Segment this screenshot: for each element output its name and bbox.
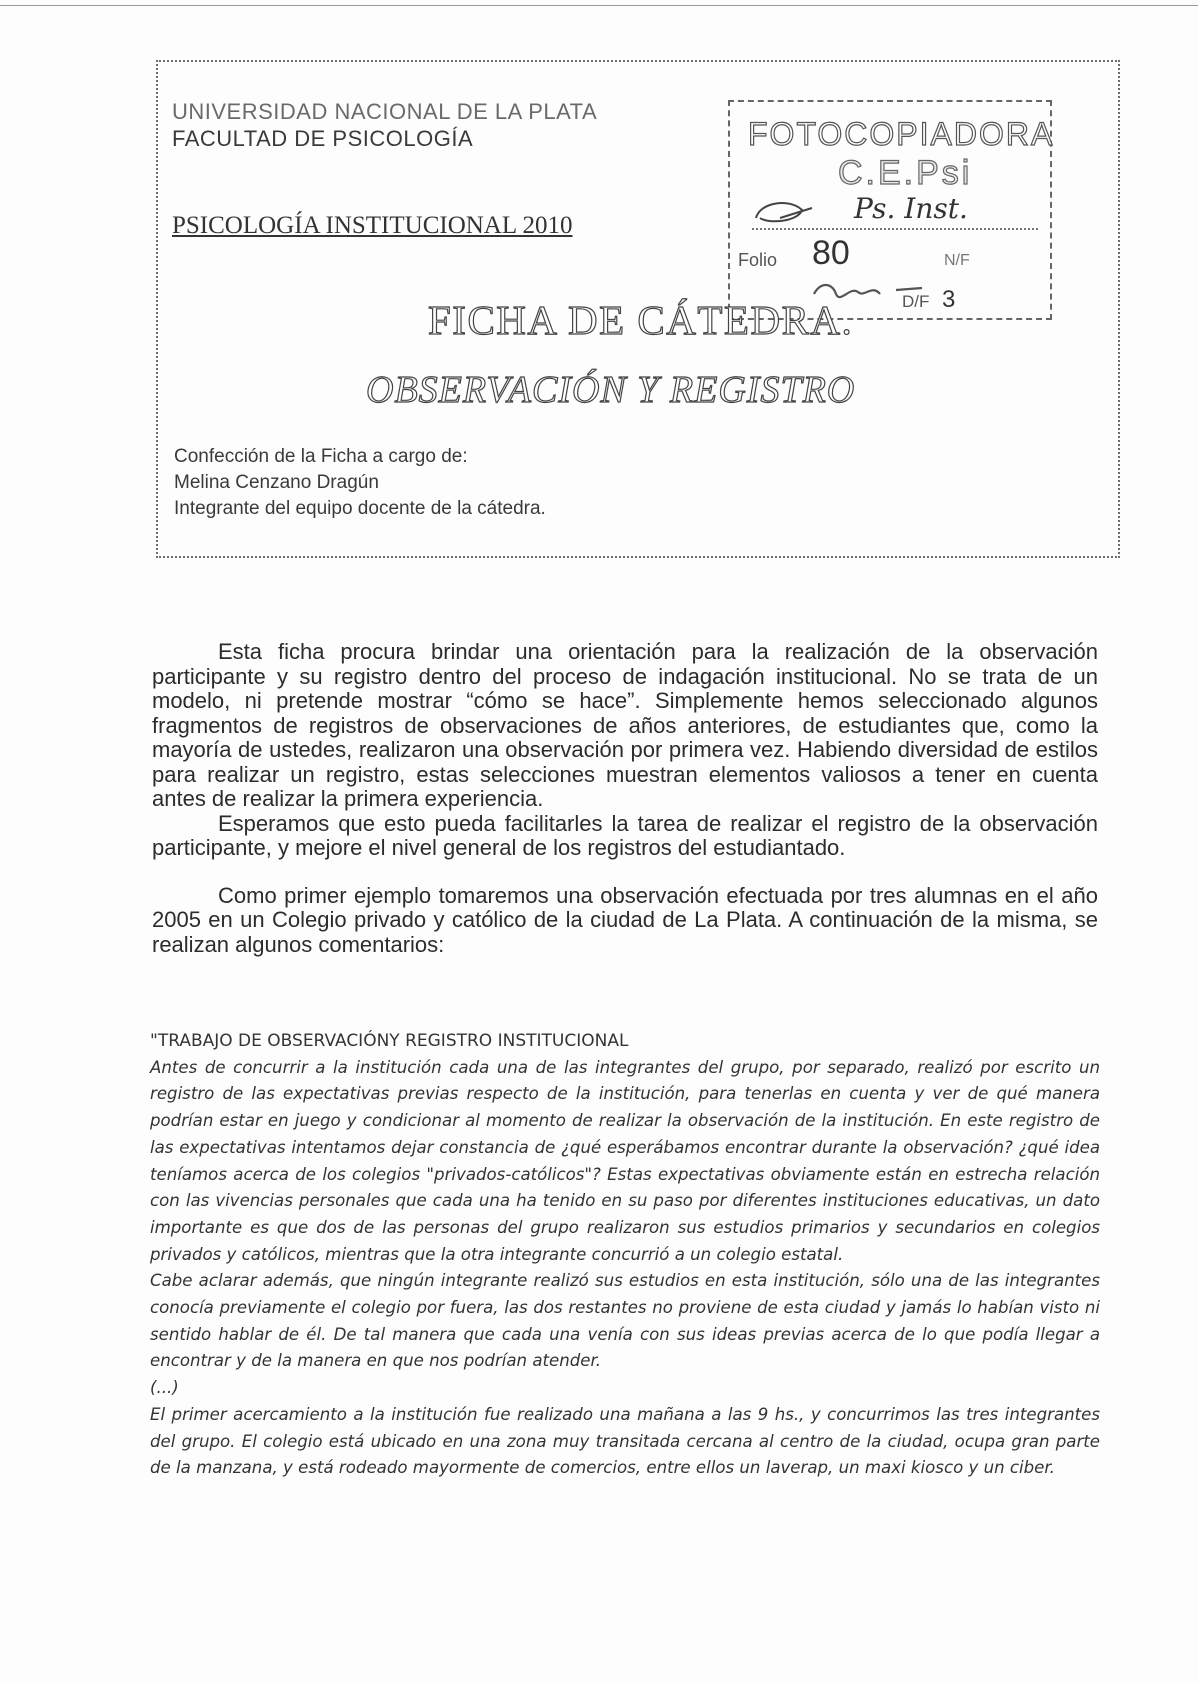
df-number: 3 bbox=[942, 286, 956, 313]
intro-paragraph: Esperamos que esto pueda facilitarles la tarea de realizar el registro de la observación participante, y mejore el nivel general de los registros del estudiantado. bbox=[152, 810, 1098, 860]
stamp-dotted-line bbox=[752, 228, 1038, 230]
intro-text bbox=[152, 640, 1098, 957]
credits-line: Integrante del equipo docente de la cátedra. bbox=[174, 498, 546, 519]
university-name: UNIVERSIDAD NACIONAL DE LA PLATA bbox=[172, 99, 598, 124]
intro-paragraph: Esta ficha procura brindar una orientación para la realización de la observación participante y su registro dentro del proceso de indagación institucional. No se trata de un modelo, ni pretende mostrar “cómo se hace”. Simplemente hemos seleccionado algunos fragmentos de registros de observaciones de años anteriores, de estudiantes que, como la mayoría de ustedes, realizaron una observación por primera vez. Habiendo diversidad de estilos para realizar un registro, estas selecciones muestran elementos valiosos a tener en cuenta antes de realizar la primera experiencia. bbox=[152, 639, 1098, 811]
credits-line: Confección de la Ficha a cargo de: bbox=[174, 446, 468, 467]
course-title: PSICOLOGÍA INSTITUCIONAL 2010 bbox=[172, 212, 573, 239]
institution-heading bbox=[172, 98, 597, 152]
credits bbox=[174, 444, 546, 522]
document-subtitle: OBSERVACIÓN Y REGISTRO bbox=[366, 369, 856, 411]
quote-paragraph: El primer acercamiento a la institución fue realizado una mañana a las 9 hs., y concurrimos las tres integrantes del grupo. El colegio está ubicado en una zona muy transitada cercana al centro de la ciudad, ocupa gran parte de la manzana, y está rodeado mayormente de comercios, entre ellos un laverap, un maxi kiosco y un ciber. bbox=[150, 1404, 1100, 1478]
folio-number: 80 bbox=[812, 234, 850, 272]
photocopy-stamp bbox=[728, 100, 1055, 320]
quoted-record bbox=[150, 1028, 1100, 1482]
document-title: FICHA DE CÁTEDRA. bbox=[428, 297, 854, 343]
quote-paragraph: Antes de concurrir a la institución cada una de las integrantes del grupo, por separado, realizó por escrito un registro de las expectativas previas respecto de la institución, para tenerlas en cuenta y ver de qué manera podrían estar en juego y condicionar al momento de realizar la observación de la institución. En este registro de las expectativas intentamos dejar constancia de ¿qué esperábamos encontrar durante la observación? ¿qué idea teníamos acerca de los colegios "privados-católicos"? Estas expectativas obviamente están en estrecha relación con las vivencias personales que cada una ha tenido en su paso por diferentes instituciones educativas, un dato importante es que dos de las personas del grupo realizaron sus estudios primarios y secundarios en colegios privados y católicos, mientras que la otra integrante concurrió a un colegio estatal. bbox=[150, 1057, 1100, 1264]
svg-text:Ps. Inst.: Ps. Inst. bbox=[854, 192, 968, 225]
stamp-code: C.E.Psi bbox=[838, 154, 973, 192]
quote-paragraph: Cabe aclarar además, que ningún integrante realizó sus estudios en esta institución, sólo una de las integrantes conocía previamente el colegio por fuera, las dos restantes no proviene de esta ciudad y jamás lo habían visto ni sentido hablar de él. De tal manera que cada una venía con sus ideas previas acerca de lo que podía llegar a encontrar y de la manera en que nos podrían atender. bbox=[150, 1271, 1100, 1371]
folio-label: Folio bbox=[738, 250, 778, 270]
scan-edge-line bbox=[0, 5, 1198, 6]
intro-paragraph: Como primer ejemplo tomaremos una observación efectuada por tres alumnas en el año 2005 en un Colegio privado y católico de la ciudad de La Plata. A continuación de la misma, se realizan algunos comentarios: bbox=[152, 882, 1098, 957]
nf-label: N/F bbox=[944, 252, 970, 269]
credits-author: Melina Cenzano Dragún bbox=[174, 472, 379, 493]
df-label: D/F bbox=[902, 292, 930, 311]
handwritten-course-note bbox=[750, 188, 1038, 232]
quote-title: "TRABAJO DE OBSERVACIÓNY REGISTRO INSTITUCIONAL bbox=[150, 1031, 629, 1051]
stamp-name: FOTOCOPIADORA bbox=[748, 116, 1055, 152]
quote-ellipsis: (...) bbox=[150, 1378, 179, 1398]
faculty-name: FACULTAD DE PSICOLOGÍA bbox=[172, 126, 474, 151]
